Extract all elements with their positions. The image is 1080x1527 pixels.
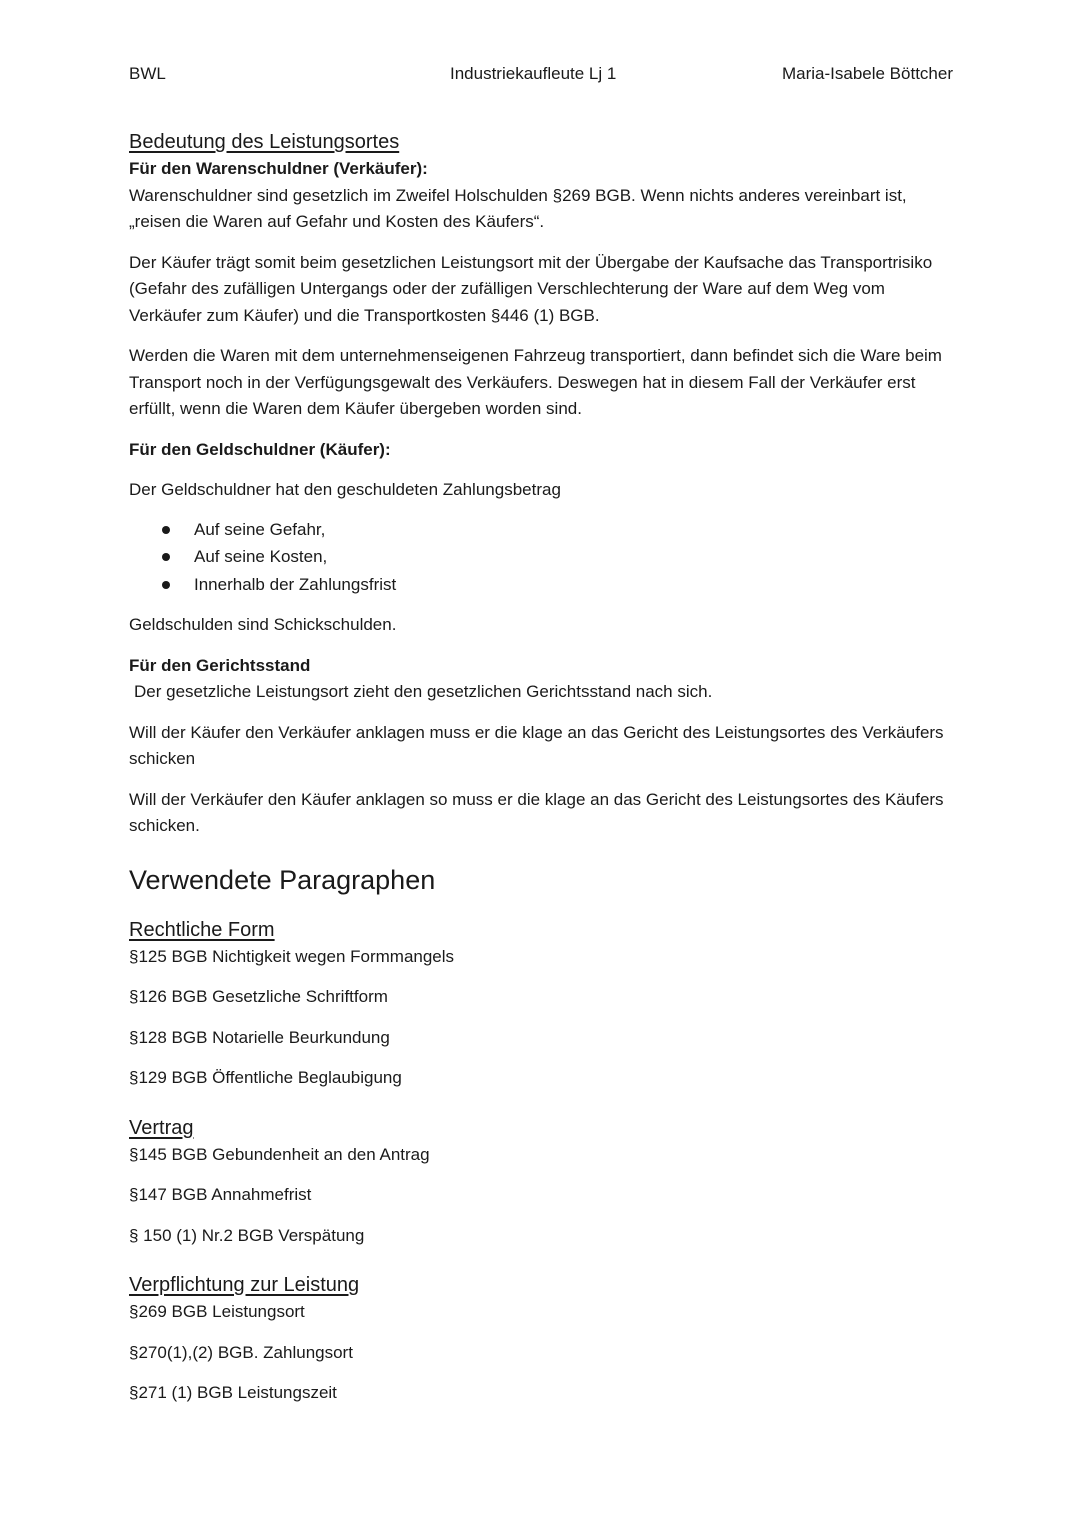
list-item: §129 BGB Öffentliche Beglaubigung	[129, 1068, 402, 1087]
header-course: Industriekaufleute Lj 1	[450, 64, 617, 83]
list-item: §271 (1) BGB Leistungszeit	[129, 1383, 337, 1402]
paragraph-kaeufer-klage: Will der Käufer den Verkäufer anklagen muss er die klage an das Gericht des Leistungsortes des Verkäufers schicken	[129, 722, 944, 768]
list-item: §145 BGB Gebundenheit an den Antrag	[129, 1144, 430, 1164]
paragraph-transportrisiko: Der Käufer trägt somit beim gesetzlichen Leistungsort mit der Übergabe der Kaufsache das Transportrisiko (Gefahr des zufälligen Untergangs oder der zufälligen Verschlechterung der Ware auf dem Weg vom Verkäufer zum Käufer) und die Transportkosten §446 (1) BGB.	[129, 252, 933, 325]
list-item: Innerhalb der Zahlungsfrist	[129, 571, 959, 599]
section-title-paragraphen: Verwendete Paragraphen	[129, 864, 436, 895]
heading-warenschuldner: Für den Warenschuldner (Verkäufer):	[129, 159, 428, 178]
paragraph-holschulden: Warenschuldner sind gesetzlich im Zweifel Holschulden §269 BGB. Wenn nichts anderes vereinbart ist, „reisen die Waren auf Gefahr und Kosten des Käufers“.	[129, 185, 907, 231]
paragraph-verkaeufer-klage: Will der Verkäufer den Käufer anklagen so muss er die klage an das Gericht des Leistungsortes des Käufers schicken.	[129, 789, 944, 835]
list-item: § 150 (1) Nr.2 BGB Verspätung	[129, 1225, 365, 1245]
list-item: §126 BGB Gesetzliche Schriftform	[129, 987, 388, 1006]
heading-gerichtsstand: Für den Gerichtsstand	[129, 655, 311, 675]
subsection-title-vertrag: Vertrag	[129, 1116, 194, 1139]
document-body	[129, 128, 959, 1407]
list-item: §147 BGB Annahmefrist	[129, 1185, 312, 1204]
header-author: Maria-Isabele Böttcher	[781, 64, 953, 83]
list-item: §269 BGB Leistungsort	[129, 1302, 305, 1321]
paragraph-schickschulden: Geldschulden sind Schickschulden.	[129, 615, 397, 634]
header-subject: BWL	[129, 64, 166, 83]
list-item: §270(1),(2) BGB. Zahlungsort	[129, 1342, 353, 1362]
page-header	[129, 64, 953, 90]
paragraph-fahrzeug: Werden die Waren mit dem unternehmenseigenen Fahrzeug transportiert, dann befindet sich die Ware beim Transport noch in der Verfügungsgewalt des Verkäufers. Deswegen hat in diesem Fall der Verkäufer erst erfüllt, wenn die Waren dem Käufer übergeben worden sind.	[129, 346, 942, 418]
list-item: Auf seine Kosten,	[129, 543, 959, 571]
heading-geldschuldner: Für den Geldschuldner (Käufer):	[129, 439, 391, 459]
list-item: §128 BGB Notarielle Beurkundung	[129, 1027, 390, 1047]
bullet-list	[129, 516, 959, 599]
list-item: Auf seine Gefahr,	[129, 516, 959, 544]
paragraph-zahlungsbetrag: Der Geldschuldner hat den geschuldeten Zahlungsbetrag	[129, 480, 561, 499]
section-title-leistungsort: Bedeutung des Leistungsortes	[129, 131, 400, 153]
subsection-title-verpflichtung: Verpflichtung zur Leistung	[129, 1274, 360, 1296]
list-item: §125 BGB Nichtigkeit wegen Formmangels	[129, 946, 455, 966]
paragraph-gerichtsstand: Der gesetzliche Leistungsort zieht den gesetzlichen Gerichtsstand nach sich.	[134, 682, 713, 701]
subsection-title-rechtliche-form: Rechtliche Form	[129, 918, 275, 941]
